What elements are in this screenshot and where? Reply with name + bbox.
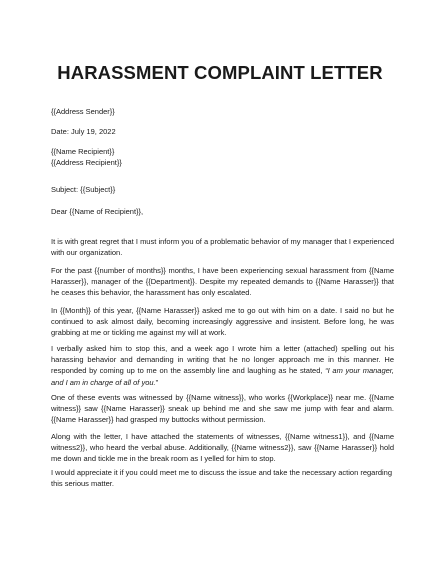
page-title: HARASSMENT COMPLAINT LETTER bbox=[57, 62, 383, 83]
paragraph-intro: It is with great regret that I must inform you of a problematic behavior of my manager that I experienced with our organization. bbox=[51, 237, 394, 258]
quote-close: ” bbox=[155, 377, 159, 387]
paragraph-background: For the past {{number of months}} months, I have been experiencing sexual harassment from {{Name Harasser}}, manager of the {{Department}}. Despite my repeated demands to {{Name Harasser}} that he ceases this behavior, the harassment has only escalated. bbox=[51, 266, 394, 298]
paragraph-statements: Along with the letter, I have attached the statements of witnesses, {{Name witness1}}, and {{Name witness2}}, who heard the verbal abuse. Additionally, {{Name witness2}}, saw {{Name Harasser}} hold me down and tickle me in the break room as I yelled for him to stop. bbox=[51, 432, 394, 464]
subject-line: Subject: {{Subject}} bbox=[51, 185, 116, 194]
recipient-address: {{Address Recipient}} bbox=[51, 158, 122, 168]
recipient-block bbox=[51, 146, 394, 168]
salutation: Dear {{Name of Recipient}}, bbox=[51, 207, 144, 216]
paragraph-letter bbox=[51, 343, 394, 388]
paragraph-incident: In {{Month}} of this year, {{Name Harasser}} asked me to go out with him on a date. I said no but he continued to ask almost daily, becoming increasingly aggressive and insistent. Before long, he was grabbing at me or tickling me against my will at work. bbox=[51, 306, 394, 338]
address-sender: {{Address Sender}} bbox=[51, 107, 115, 116]
recipient-name: {{Name Recipient}} bbox=[51, 147, 115, 156]
paragraph-request: I would appreciate it if you could meet me to discuss the issue and take the necessary action regarding this serious matter. bbox=[51, 468, 393, 489]
manager-quote: “I am your manager, and I am in charge of all of you. bbox=[51, 366, 394, 387]
paragraph-witness: One of these events was witnessed by {{Name witness}}, who works {{Workplace}} near me. {{Name witness}} saw {{Name Harasser}} sneak up behind me and she saw me jump with fear and alarm. {{Name Harasser}} had grasped my buttocks without permission. bbox=[51, 393, 394, 425]
letter-date: Date: July 19, 2022 bbox=[51, 127, 116, 136]
paragraph-letter-text: I verbally asked him to stop this, and a week ago I wrote him a letter (attached) spelling out his harassing behavior and demanding in writing that he no longer approach me in this manner. He responded by coming up to me on the assembly line and laughing as he stated, bbox=[51, 344, 394, 376]
